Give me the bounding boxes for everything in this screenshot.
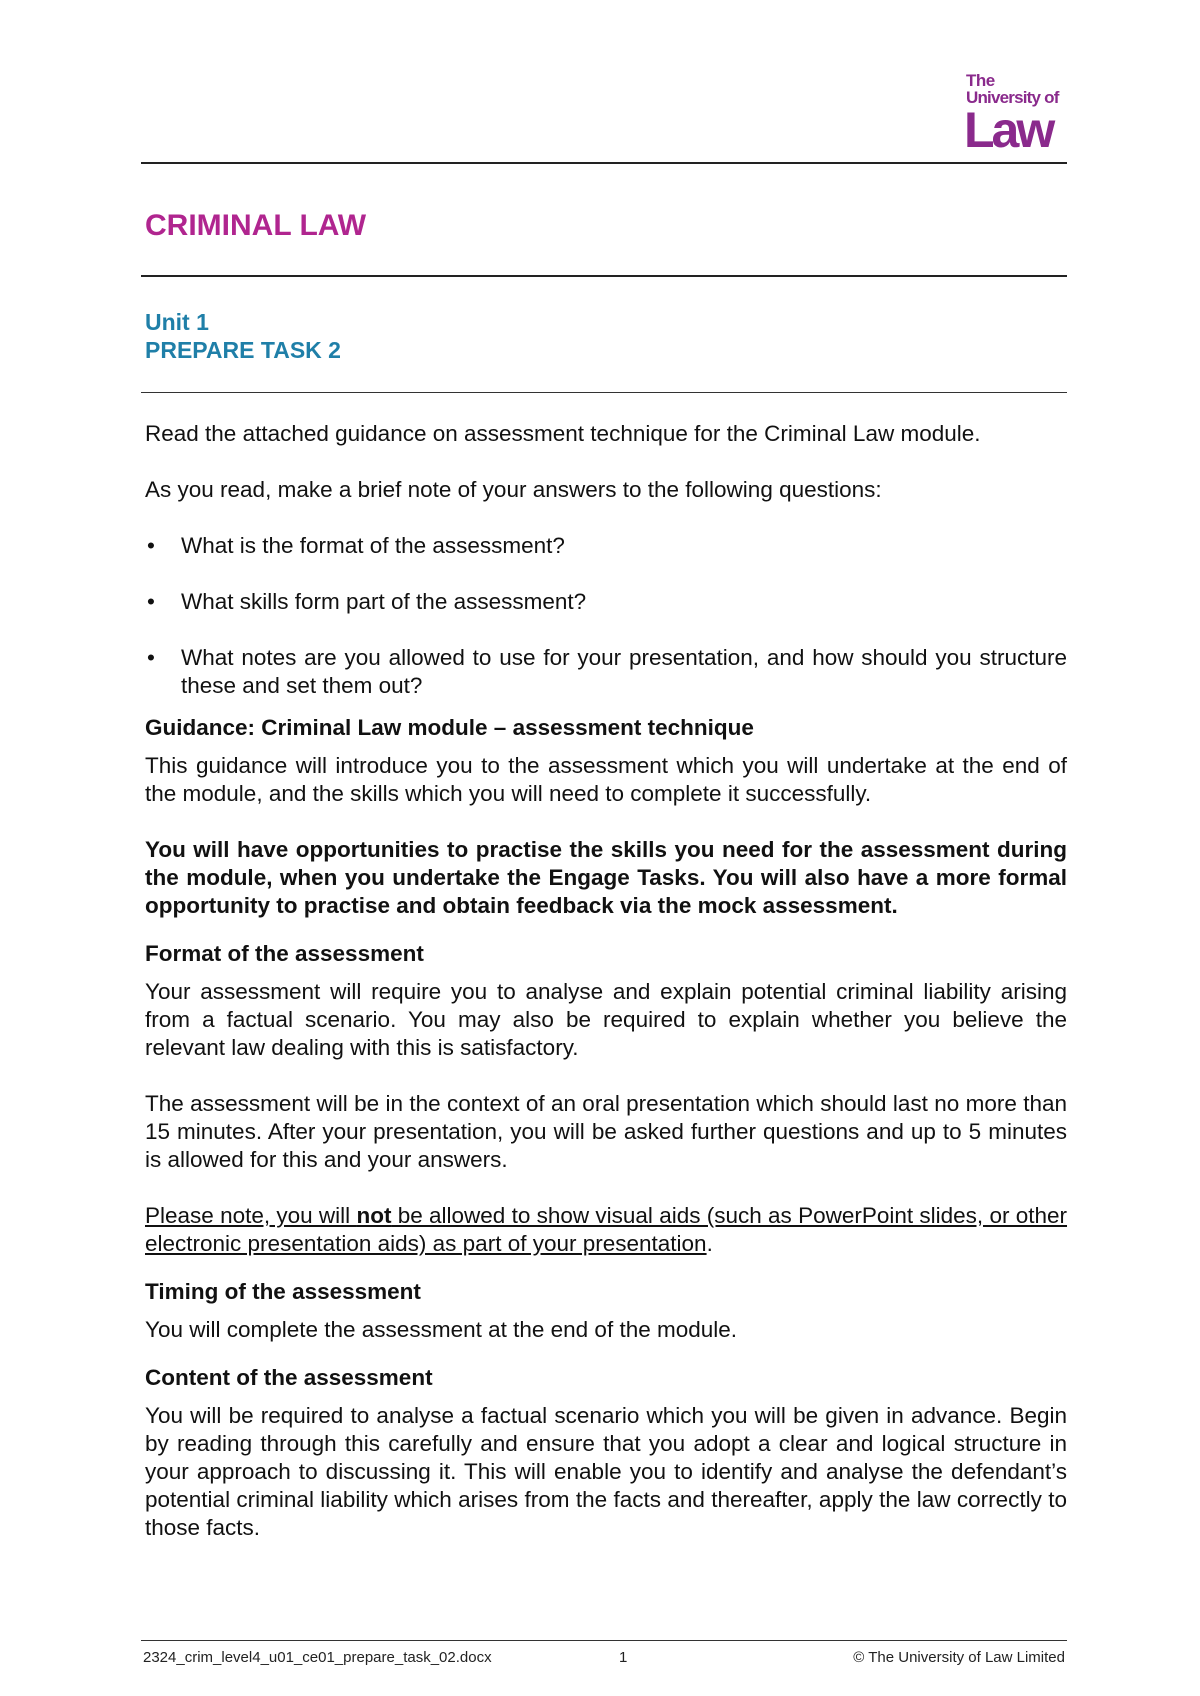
- guidance-heading: Guidance: Criminal Law module – assessment technique: [145, 715, 754, 740]
- note-emphasis: not: [356, 1203, 392, 1228]
- logo-line-2: University of: [966, 88, 1059, 107]
- logo-line-3: Law: [964, 102, 1053, 158]
- document-body: [145, 420, 1067, 1542]
- bullet-icon: •: [147, 533, 155, 558]
- note-period: .: [706, 1231, 713, 1256]
- unit-label: Unit 1: [145, 309, 209, 335]
- list-item: [145, 644, 1067, 700]
- bullet-icon: •: [147, 645, 155, 670]
- note-text-end: be allowed to show visual aids (such as PowerPoint slides, or other electronic presentation aids) as part of your presentation: [145, 1203, 1068, 1256]
- bullet-icon: •: [147, 589, 155, 614]
- note-text-start: Please note, you will: [145, 1203, 357, 1228]
- course-title: CRIMINAL LAW: [145, 209, 367, 242]
- footer-filename: 2324_crim_level4_u01_ce01_prepare_task_02.docx: [143, 1649, 492, 1666]
- task-label: PREPARE TASK 2: [145, 337, 341, 363]
- header-rule-top: [141, 162, 1067, 164]
- footer-page-number: 1: [619, 1649, 628, 1666]
- list-item: [145, 588, 1067, 616]
- list-item-text: What notes are you allowed to use for your presentation, and how should you structure these and set them out?: [181, 645, 1067, 698]
- list-item: [145, 532, 1067, 560]
- intro-paragraph-2: As you read, make a brief note of your answers to the following questions:: [145, 477, 882, 502]
- logo-line-1: The: [966, 71, 995, 90]
- intro-paragraph-1: Read the attached guidance on assessment technique for the Criminal Law module.: [145, 421, 981, 446]
- list-item-text: What is the format of the assessment?: [181, 533, 565, 558]
- format-paragraph-1: Your assessment will require you to analyse and explain potential criminal liability arising from a factual scenario. You may also be required to explain whether you believe the relevant law dealing with this is satisfactory.: [145, 979, 1067, 1060]
- timing-heading: Timing of the assessment: [145, 1279, 421, 1304]
- footer-copyright: © The University of Law Limited: [853, 1649, 1065, 1666]
- university-logo: [962, 71, 1072, 158]
- content-heading: Content of the assessment: [145, 1365, 433, 1390]
- format-heading: Format of the assessment: [145, 941, 424, 966]
- format-paragraph-2: The assessment will be in the context of an oral presentation which should last no more than 15 minutes. After your presentation, you will be asked further questions and up to 5 minutes is allowed for this and your answers.: [145, 1091, 1067, 1172]
- content-paragraph: You will be required to analyse a factual scenario which you will be given in advance. Begin by reading through this carefully and ensure that you adopt a clear and logical structure in your approach to discussing it. This will enable you to identify and analyse the defendant’s potential criminal liability which arises from the facts and thereafter, apply the law correctly to those facts.: [145, 1403, 1067, 1540]
- guidance-paragraph-1: This guidance will introduce you to the assessment which you will undertake at the end of the module, and the skills which you will need to complete it successfully.: [145, 753, 1067, 806]
- timing-paragraph: You will complete the assessment at the end of the module.: [145, 1317, 738, 1342]
- page-footer: [141, 1640, 1067, 1666]
- header-rule-middle: [141, 275, 1067, 277]
- question-list: [145, 532, 1067, 700]
- guidance-paragraph-2: You will have opportunities to practise the skills you need for the assessment during the module, when you undertake the Engage Tasks. You will also have a more formal opportunity to practise and obtain feedback via the mock assessment.: [145, 837, 1067, 918]
- list-item-text: What skills form part of the assessment?: [181, 589, 587, 614]
- visual-aids-note: [145, 1202, 1067, 1258]
- header-rule-bottom: [141, 392, 1067, 393]
